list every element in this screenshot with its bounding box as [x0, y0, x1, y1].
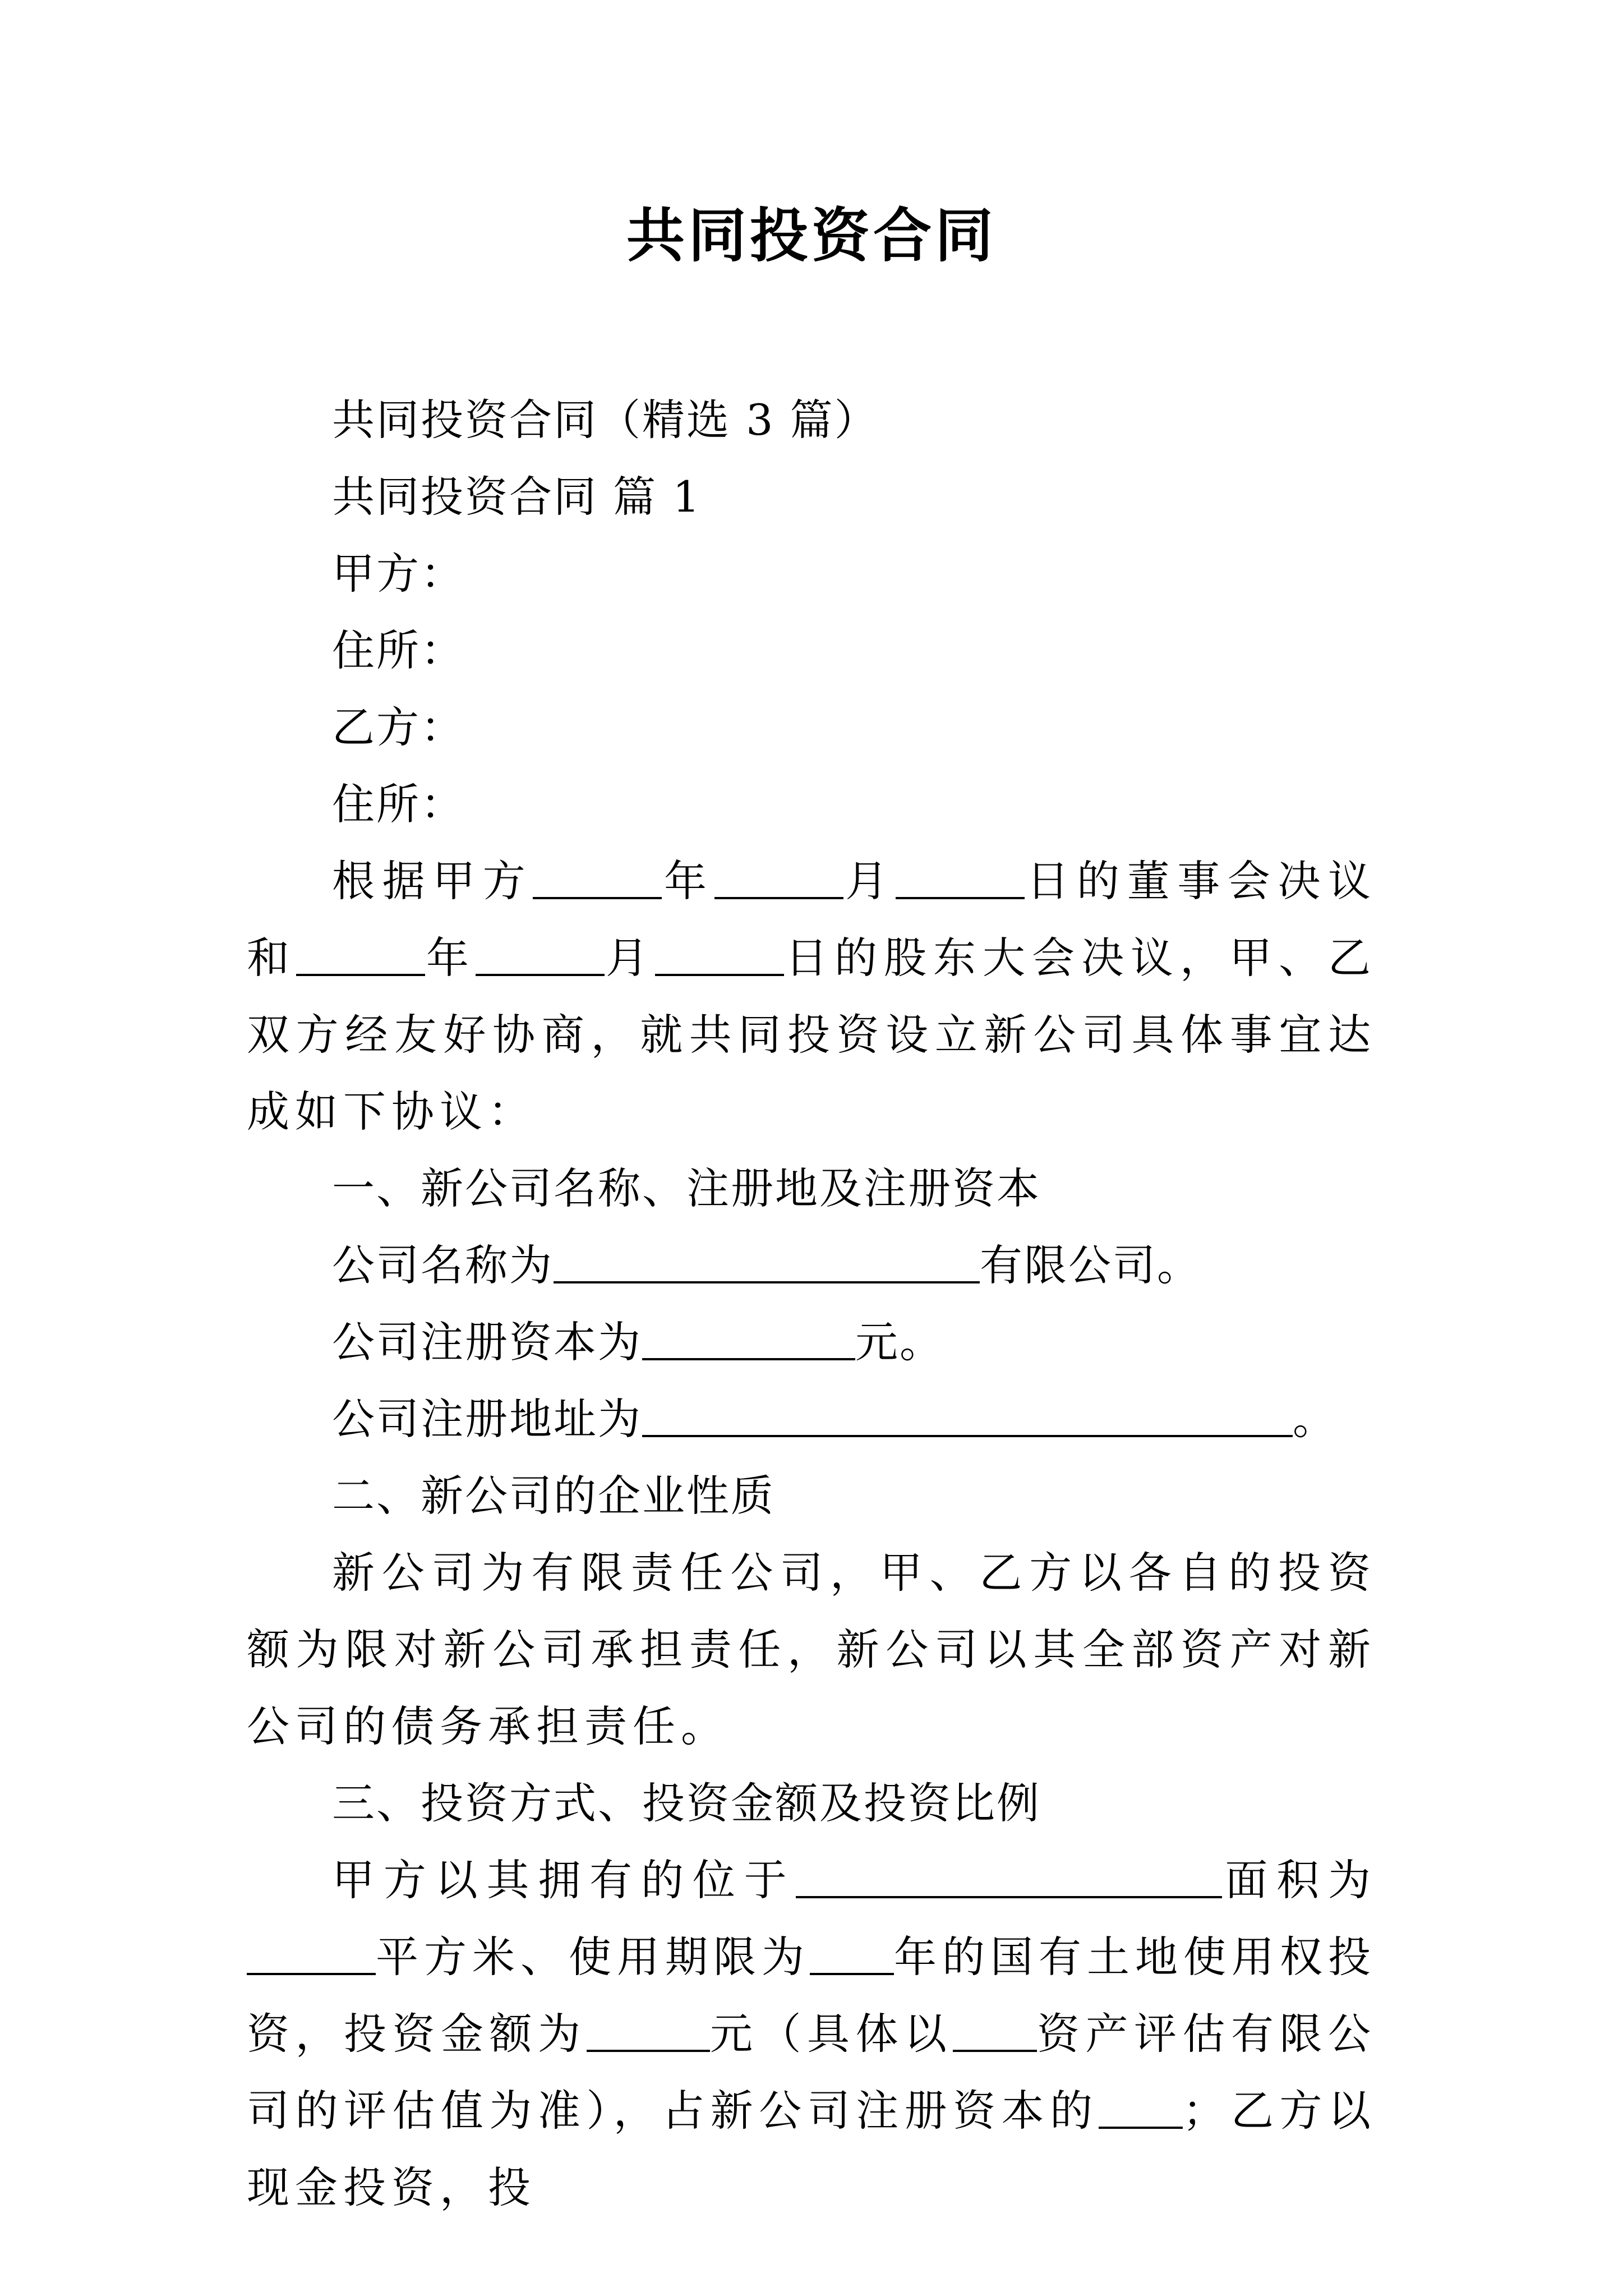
blank-underline	[655, 939, 784, 976]
line-text: 年的国有土地使用权投资，投资金额为	[247, 1932, 1376, 2059]
address-a-line: 住所：	[332, 625, 465, 675]
blank-underline	[642, 1323, 855, 1360]
blank-underline	[476, 939, 605, 976]
intro-text: 日的股东大会决议，甲、乙双方经友好协商，就共同投资设立新公司具体事宜达成如下协议：	[247, 933, 1376, 1137]
address-b-line: 住所：	[332, 779, 465, 829]
blank-underline	[533, 862, 662, 899]
line-text: 有限公司。	[980, 1240, 1201, 1290]
intro-text: 年	[425, 933, 476, 983]
line-text: 。	[1293, 1394, 1337, 1444]
line-text: 公司名称为	[332, 1240, 554, 1290]
line-text: 元。	[855, 1317, 944, 1367]
heading-3: 三、投资方式、投资金额及投资比例	[332, 1778, 1041, 1828]
party-b-line: 乙方：	[332, 702, 465, 752]
blank-underline	[796, 1861, 1222, 1898]
line-text: 甲方以其拥有的位于	[332, 1855, 796, 1905]
blank-underline	[642, 1400, 1293, 1437]
blank-underline	[1099, 2092, 1183, 2129]
intro-text: 日的董事会决议和	[247, 856, 1377, 983]
blank-underline	[554, 1246, 980, 1283]
intro-text: 年	[662, 856, 714, 906]
intro-paragraph	[247, 843, 1376, 1150]
blank-underline	[587, 2015, 710, 2052]
capital-line	[247, 1304, 1376, 1381]
intro-text: 月	[843, 856, 896, 906]
heading-1: 一、新公司名称、注册地及注册资本	[332, 1163, 1041, 1213]
blank-underline	[896, 862, 1025, 899]
line-text: 资产评估有限公司的评估值为准），占新公司注册资本的	[247, 2009, 1376, 2136]
party-a-line: 甲方：	[332, 549, 465, 599]
section-title: 共同投资合同 篇 1	[332, 472, 702, 522]
line-text: 公司注册地址为	[332, 1394, 642, 1444]
line-text: ；乙方以现金投资，投	[247, 2086, 1377, 2212]
reg-address-line	[247, 1381, 1376, 1457]
intro-text: 月	[605, 933, 655, 983]
investment-paragraph	[247, 1842, 1376, 2226]
line-text: 公司注册资本为	[332, 1317, 642, 1367]
intro-text: 根据甲方	[332, 856, 533, 906]
company-name-line	[247, 1227, 1376, 1304]
line-text: 面积为	[1221, 1855, 1376, 1905]
blank-underline	[247, 1938, 376, 1975]
blank-underline	[296, 939, 425, 976]
heading-2: 二、新公司的企业性质	[332, 1471, 775, 1521]
document-title: 共同投资合同	[626, 201, 997, 270]
line-text: 元（具体以	[709, 2009, 953, 2059]
blank-underline	[953, 2015, 1037, 2052]
blank-underline	[714, 862, 843, 899]
document-body	[247, 381, 1376, 2226]
blank-underline	[810, 1938, 894, 1975]
nature-paragraph: 新公司为有限责任公司，甲、乙方以各自的投资额为限对新公司承担责任，新公司以其全部资产对新公司的债务承担责任。	[247, 1548, 1376, 1751]
subtitle: 共同投资合同（精选 3 篇）	[332, 395, 879, 445]
line-text: 平方米、使用期限为	[376, 1932, 810, 1982]
